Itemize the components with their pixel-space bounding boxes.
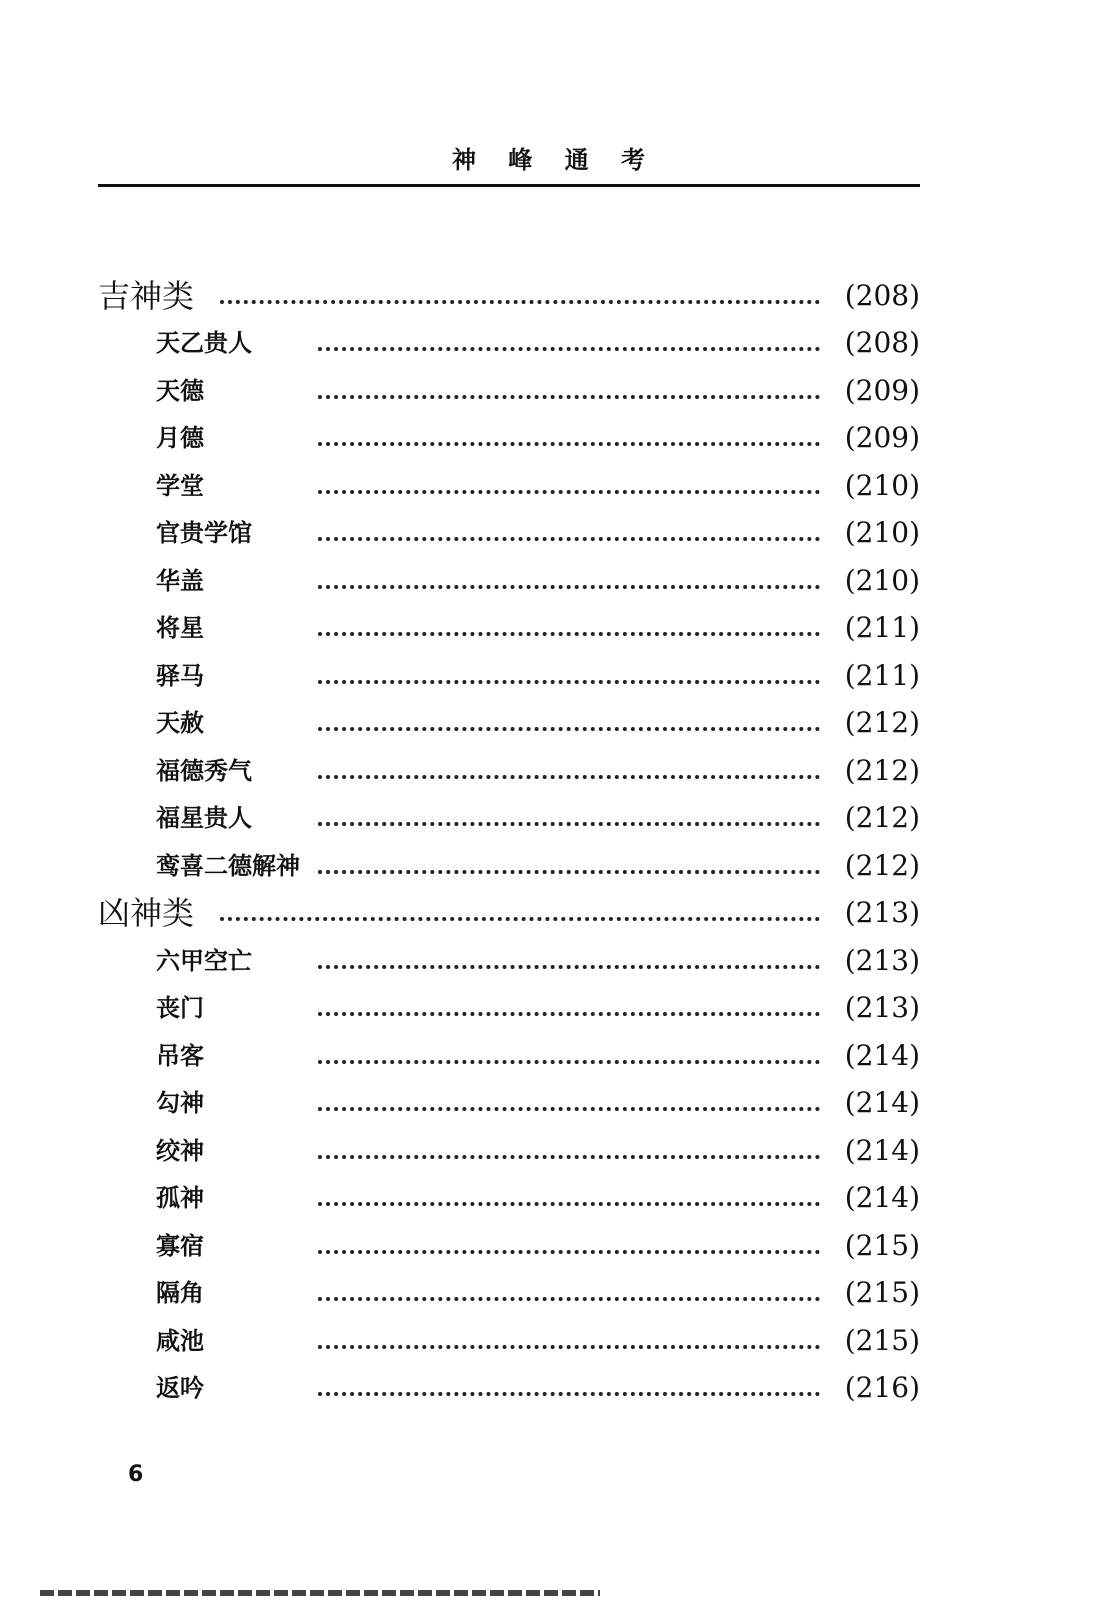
toc-entry-title: 吊客 <box>156 1040 204 1070</box>
toc-entry-row <box>98 791 920 839</box>
toc-entry-row <box>98 648 920 696</box>
toc-entry-page: (213) <box>844 991 920 1024</box>
toc-entry-page: (210) <box>844 516 920 549</box>
dot-leader <box>318 585 820 589</box>
toc-entry-title: 天乙贵人 <box>156 328 252 357</box>
toc-entry-row <box>98 981 920 1029</box>
toc-entry-row <box>98 458 920 506</box>
toc-entry-page: (214) <box>844 1038 920 1072</box>
toc-entry-title: 华盖 <box>156 565 204 595</box>
toc-entry-title: 返吟 <box>156 1373 204 1402</box>
dot-leader <box>318 1012 820 1016</box>
dot-leader <box>318 870 820 874</box>
dot-leader <box>318 1155 820 1159</box>
dot-leader <box>318 395 820 399</box>
toc-entry-title: 将星 <box>156 613 204 642</box>
toc-entry-title: 咸池 <box>156 1325 204 1355</box>
toc-entry-title: 丧门 <box>156 993 204 1022</box>
dot-leader <box>318 727 820 731</box>
toc-entry-row <box>98 1313 920 1361</box>
toc-entry-page: (214) <box>844 1181 920 1214</box>
toc-entry-page: (213) <box>844 943 920 977</box>
toc-entry-row <box>98 933 920 981</box>
toc-entry-row <box>98 601 920 649</box>
toc-entry-page: (212) <box>844 801 920 834</box>
toc-entry-page: (208) <box>844 278 920 312</box>
toc-entry-title: 天赦 <box>156 708 204 737</box>
toc-entry-title: 驿马 <box>156 660 204 690</box>
toc-entry-row <box>98 1218 920 1266</box>
toc-entry-page: (212) <box>844 848 920 882</box>
toc-entry-row <box>98 411 920 459</box>
toc-entry-row <box>98 1076 920 1124</box>
toc-entry-title: 福星贵人 <box>156 803 252 832</box>
toc-entry-row <box>98 1028 920 1076</box>
toc-entry-title: 寡宿 <box>156 1230 204 1260</box>
toc-entry-page: (214) <box>844 1133 920 1167</box>
table-of-contents <box>98 268 920 1408</box>
toc-entry-page: (211) <box>844 611 920 644</box>
toc-entry-title: 官贵学馆 <box>156 518 252 547</box>
toc-entry-title: 鸾喜二德解神 <box>156 850 300 880</box>
toc-entry-page: (212) <box>844 706 920 739</box>
dot-leader <box>318 1202 820 1206</box>
toc-entry-title: 凶神类 <box>98 894 195 932</box>
dot-leader <box>318 965 820 969</box>
toc-entry-row <box>98 838 920 886</box>
toc-entry-page: (210) <box>844 468 920 502</box>
toc-section-row <box>98 886 920 934</box>
dot-leader <box>318 775 820 779</box>
toc-entry-title: 月德 <box>156 423 204 452</box>
toc-entry-title: 隔角 <box>156 1278 204 1307</box>
dot-leader <box>318 680 820 684</box>
page-number: 6 <box>128 1462 144 1487</box>
toc-entry-page: (215) <box>844 1323 920 1357</box>
toc-entry-row <box>98 696 920 744</box>
toc-entry-page: (209) <box>844 373 920 407</box>
toc-entry-page: (211) <box>844 658 920 692</box>
toc-section-row <box>98 268 920 316</box>
toc-entry-row <box>98 1361 920 1409</box>
toc-entry-title: 吉神类 <box>98 276 195 315</box>
toc-entry-page: (215) <box>844 1228 920 1262</box>
dot-leader <box>318 442 820 446</box>
toc-entry-page: (212) <box>844 753 920 787</box>
dot-leader <box>318 632 820 636</box>
toc-entry-title: 绞神 <box>156 1135 204 1165</box>
toc-entry-title: 福德秀气 <box>156 755 252 785</box>
toc-entry-row <box>98 1123 920 1171</box>
toc-entry-title: 孤神 <box>156 1183 204 1212</box>
toc-entry-row <box>98 316 920 364</box>
toc-entry-title: 勾神 <box>156 1088 204 1117</box>
toc-entry-page: (209) <box>844 421 920 454</box>
scan-edge-strip <box>40 1590 600 1596</box>
toc-entry-title: 学堂 <box>156 470 204 500</box>
toc-entry-row <box>98 506 920 554</box>
dot-leader <box>318 347 820 351</box>
dot-leader <box>318 1060 820 1064</box>
toc-entry-page: (214) <box>844 1086 920 1119</box>
toc-entry-page: (210) <box>844 563 920 597</box>
toc-entry-page: (216) <box>844 1371 920 1404</box>
dot-leader <box>318 1392 820 1396</box>
toc-entry-row <box>98 553 920 601</box>
toc-entry-row <box>98 1266 920 1314</box>
toc-entry-title: 天德 <box>156 375 204 405</box>
toc-entry-page: (213) <box>844 896 920 929</box>
toc-entry-row <box>98 363 920 411</box>
dot-leader <box>220 300 820 304</box>
dot-leader <box>318 1107 820 1111</box>
dot-leader <box>318 822 820 826</box>
toc-entry-title: 六甲空亡 <box>156 945 252 975</box>
dot-leader <box>220 917 820 921</box>
dot-leader <box>318 537 820 541</box>
header-rule <box>98 184 920 187</box>
dot-leader <box>318 1345 820 1349</box>
dot-leader <box>318 1297 820 1301</box>
toc-entry-row <box>98 743 920 791</box>
dot-leader <box>318 1250 820 1254</box>
running-header-title: 神 峰 通 考 <box>451 145 658 174</box>
toc-entry-page: (208) <box>844 326 920 359</box>
toc-entry-page: (215) <box>844 1276 920 1309</box>
dot-leader <box>318 490 820 494</box>
toc-entry-row <box>98 1171 920 1219</box>
